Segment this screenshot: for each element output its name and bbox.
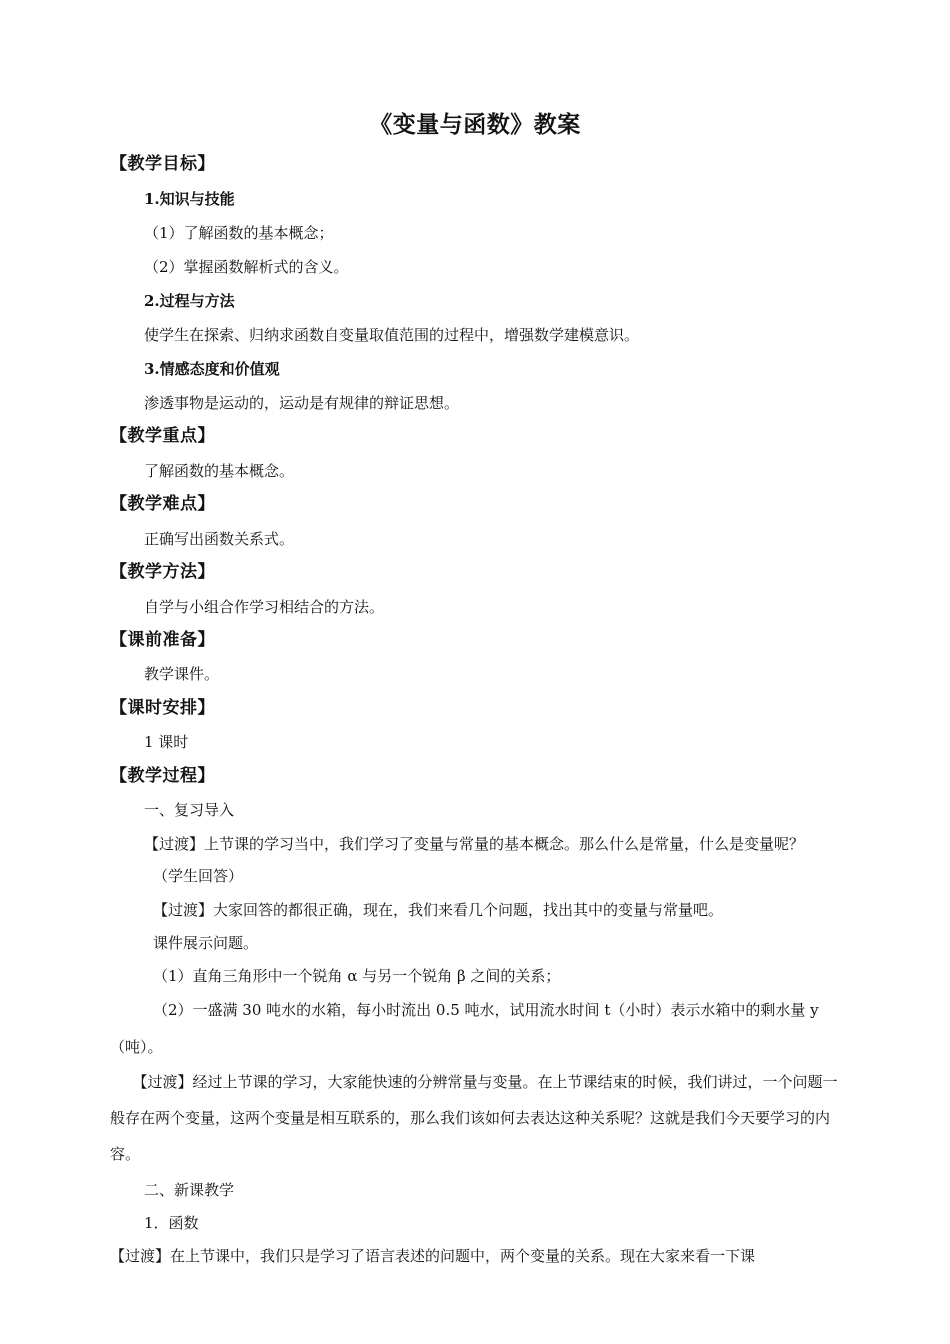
heading-preparation: 【课前准备】 [110,630,215,650]
heading-process: 【教学过程】 [110,766,215,786]
objective-item-1: （1）了解函数的基本概念； [144,224,334,242]
process-question-2: （2）一盛满 30 吨水的水箱，每小时流出 0.5 吨水，试用流水时间 t（小时）表示水箱中的剩水量 y [153,1001,819,1019]
subheading-process: 2.过程与方法 [144,292,235,310]
process-subheading-function: 1．函数 [144,1214,199,1232]
process-paragraph-5: 【过渡】在上节课中，我们只是学习了语言表述的问题中，两个变量的关系。现在大家来看一下课 [110,1247,756,1265]
process-paragraph-2: 【过渡】大家回答的都很正确，现在，我们来看几个问题，找出其中的变量与常量吧。 [153,901,724,919]
process-paragraph-4: 【过渡】经过上节课的学习，大家能快速的分辨常量与变量。在上节课结束的时候，我们讲过，一个问题一般存在两个变量，这两个变量是相互联系的，那么我们该如何去表达这种关系呢？这就是我们今天要学习的内容。 [110,1073,838,1163]
process-part-1: 一、复习导入 [144,801,235,819]
process-question-1: （1）直角三角形中一个锐角 α 与另一个锐角 β 之间的关系； [153,967,561,985]
subheading-knowledge: 1.知识与技能 [144,190,235,208]
process-paragraph-3: 课件展示问题。 [153,934,259,952]
process-part-2: 二、新课教学 [144,1181,235,1199]
document-title: 《变量与函数》教案 [369,111,581,138]
objective-text-values: 渗透事物是运动的，运动是有规律的辩证思想。 [144,394,460,412]
objective-item-2: （2）掌握函数解析式的含义。 [144,258,349,276]
schedule-text: 1 课时 [144,733,189,751]
objective-text-process: 使学生在探索、归纳求函数自变量取值范围的过程中，增强数学建模意识。 [144,326,640,344]
heading-difficulties: 【教学难点】 [110,494,215,514]
heading-objectives: 【教学目标】 [110,154,215,174]
heading-schedule: 【课时安排】 [110,698,215,718]
process-question-2-cont: （吨）。 [110,1038,163,1056]
process-student-answer: （学生回答） [153,867,244,885]
key-points-text: 了解函数的基本概念。 [144,462,295,480]
subheading-values: 3.情感态度和价值观 [144,360,280,378]
methods-text: 自学与小组合作学习相结合的方法。 [144,598,385,616]
heading-methods: 【教学方法】 [110,562,215,582]
difficulties-text: 正确写出函数关系式。 [144,530,295,548]
preparation-text: 教学课件。 [144,665,220,683]
heading-key-points: 【教学重点】 [110,426,215,446]
process-paragraph-1: 【过渡】上节课的学习当中，我们学习了变量与常量的基本概念。那么什么是常量，什么是变量呢？ [144,835,805,853]
